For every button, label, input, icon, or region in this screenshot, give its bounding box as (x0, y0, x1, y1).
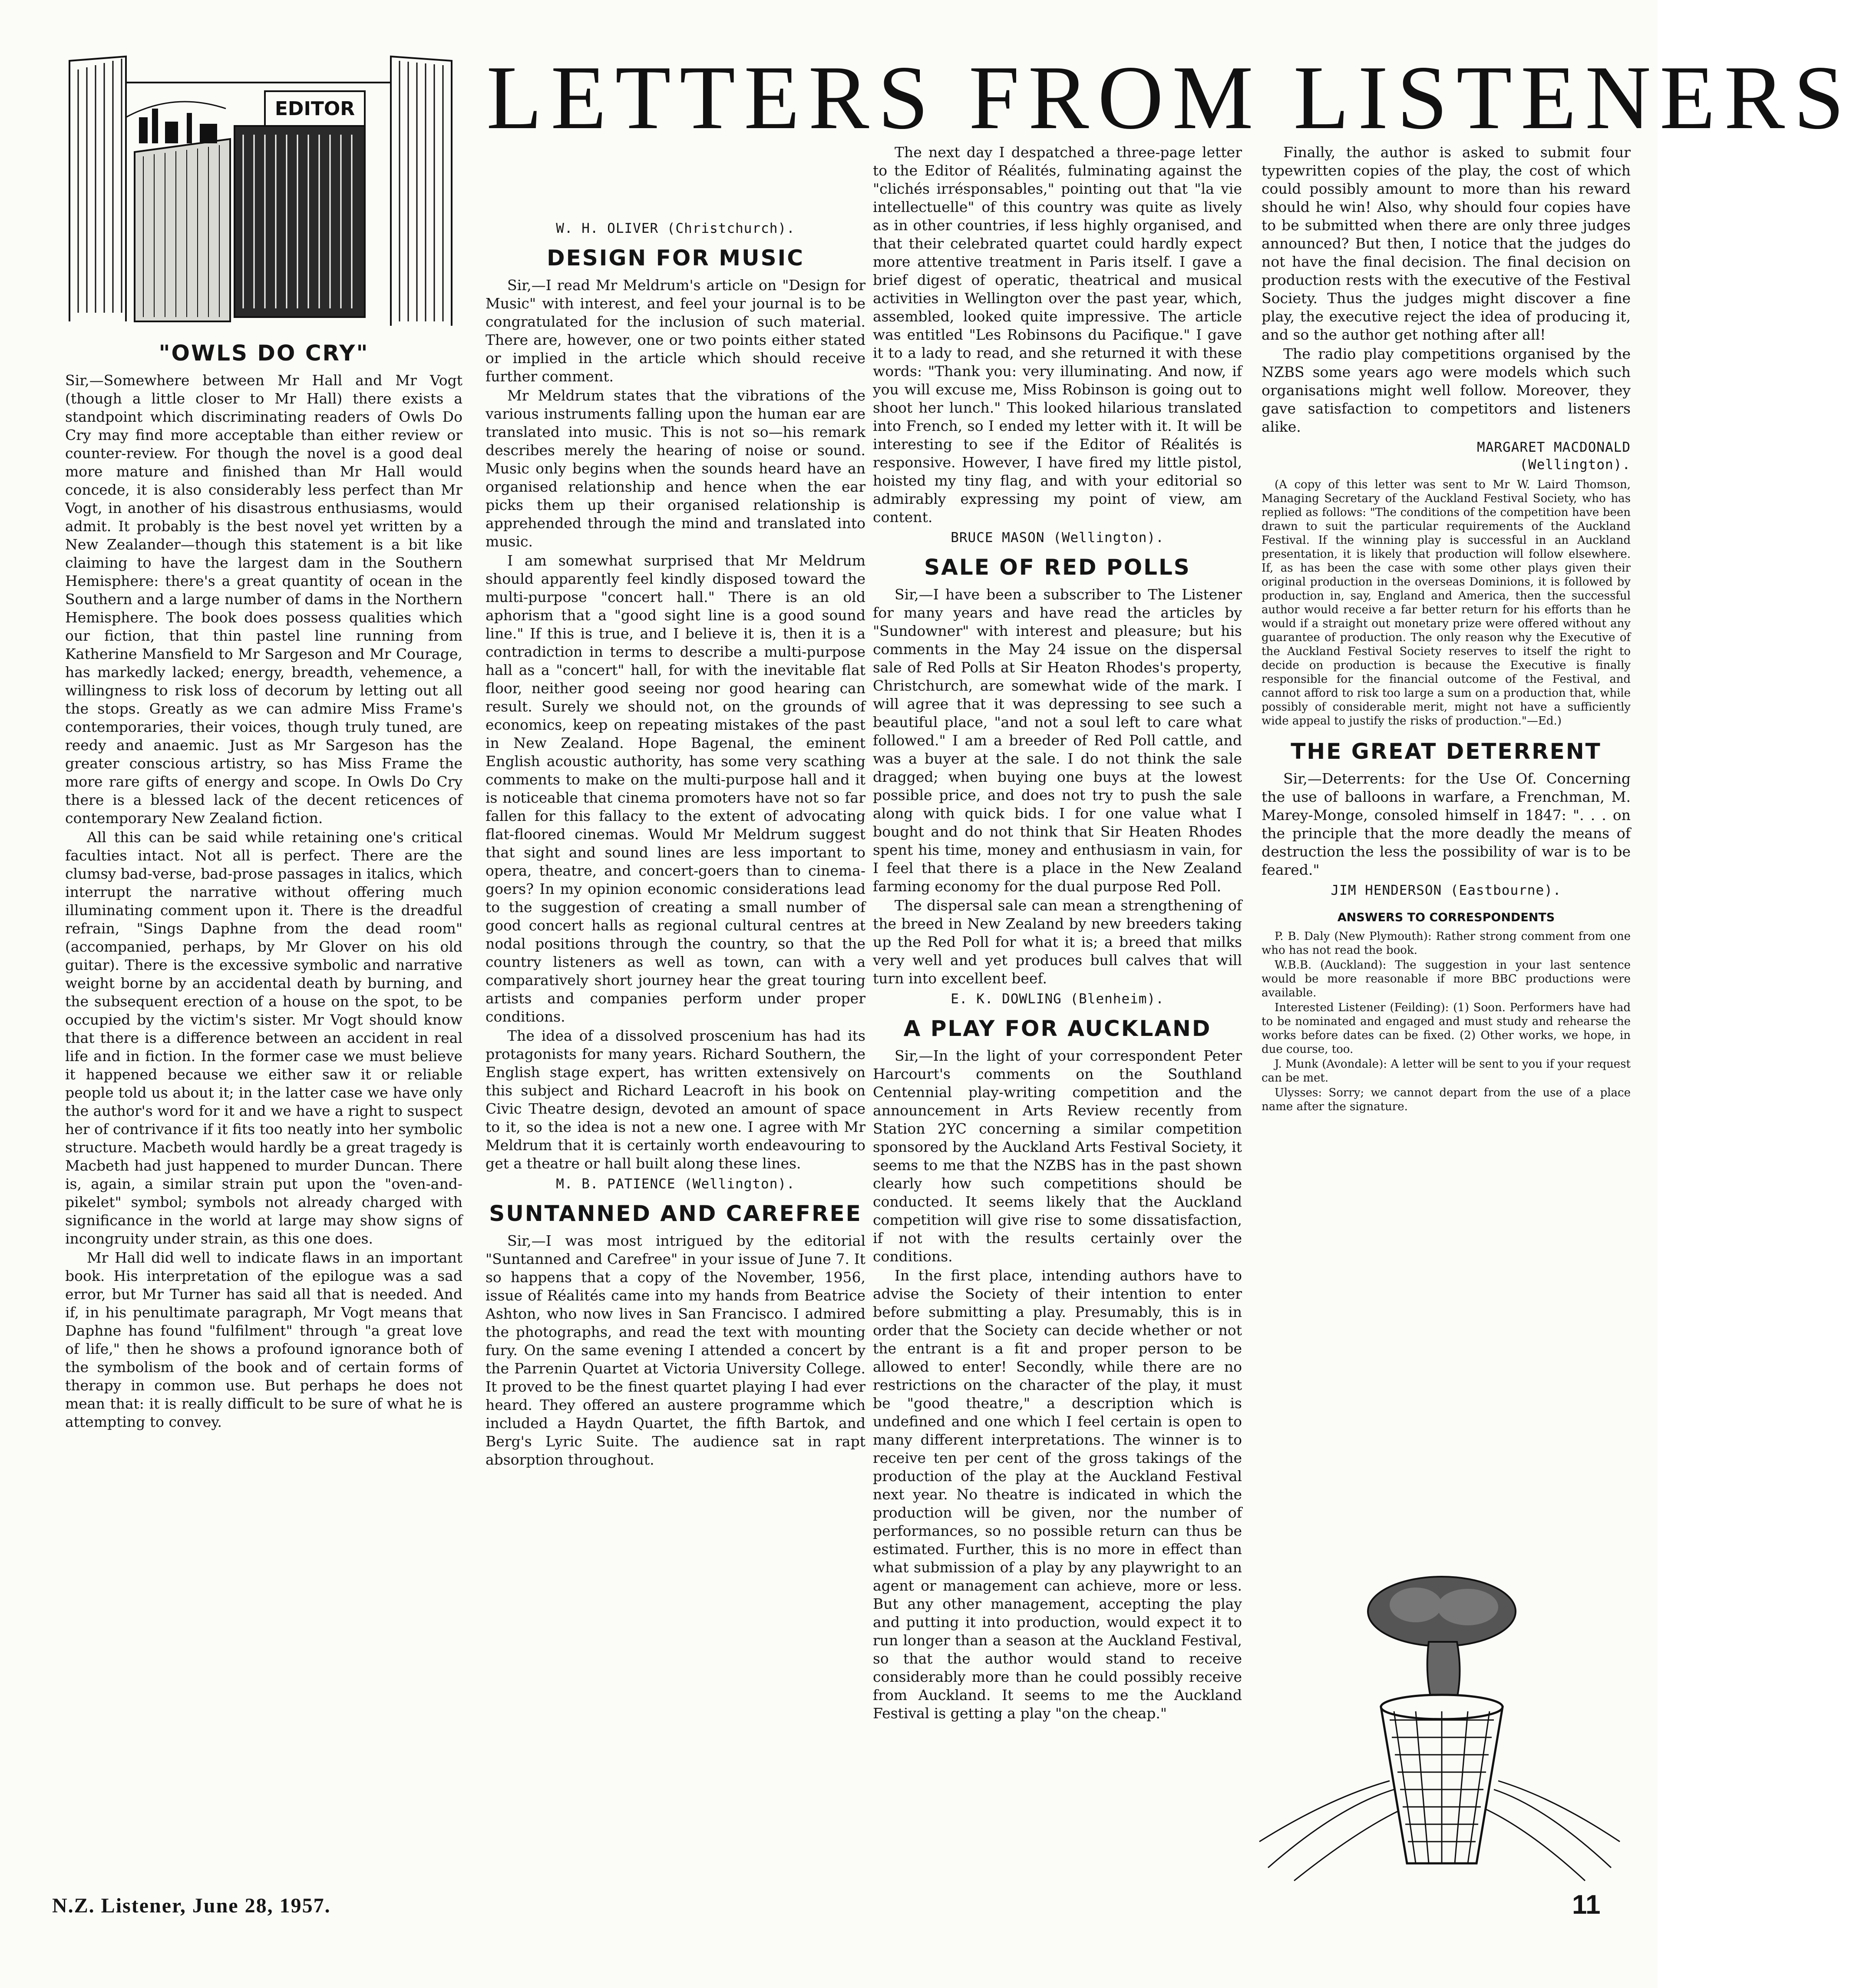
heading-the-great-deterrent: THE GREAT DETERRENT (1291, 739, 1602, 764)
redpolls-paragraph-1: Sir,—I have been a subscriber to The Listener for many years and have read the articles by "Sundowner" with interest and pleasure; but his comments in the May 24 issue on the dispersal sale of Red Polls at Sir Heaton Rhodes's property, Christchurch, are somewhat wide of the mark. I will agree that it was depressing to see such a beautiful place, "and not a soul left to care what followed." I am a breeder of Red Poll cattle, and was a buyer at the sale. I do not think the sale dragged; when buying one buys at the lowest possible price, and does not try to push the sale along with quick bids. I for one value what I bought and do not think that Sir Heaten Rhodes spent his time, money and enthusiasm in vain, for I feel that there is a place in the New Zealand farming economy for the dual purpose Red Poll. (873, 586, 1242, 895)
signature-oliver: W. H. OLIVER (Christchurch). (556, 221, 795, 236)
heading-a-play-for-auckland: A PLAY FOR AUCKLAND (903, 1016, 1212, 1041)
signature-mason: BRUCE MASON (Wellington). (951, 530, 1164, 546)
heading-owls-do-cry: "OWLS DO CRY" (159, 341, 369, 366)
editor-sign-text: EDITOR (274, 98, 355, 120)
redpolls-paragraph-2: The dispersal sale can mean a strengthening of the breed in New Zealand by new breeders taking up the Red Poll for what it is; a breed that milks very well and yet produces bull calves that will turn into excellent beef. (873, 897, 1242, 987)
deterrent-paragraph-1: Sir,—Deterrents: for the Use Of. Concerning the use of balloons in warfare, a Frenchman, M. Marey-Monge, consoled himself in 1847: ". . . on the principle that the more deadly the means of destruction the less the possibility of war is to be feared." (1262, 770, 1631, 878)
signature-macdonald: MARGARET MACDONALD (1477, 440, 1631, 455)
answers-title: ANSWERS TO CORRESPONDENTS (1337, 911, 1555, 924)
suntanned-paragraph-1: Sir,—I was most intrigued by the editorial "Suntanned and Carefree" in your issue of June 7. It so happens that a copy of the November, 1956, issue of Réalités came into my hands from Beatrice Ashton, who now lives in San Francisco. I admired the photographs, and read the text with mounting fury. On the same evening I attended a concert by the Parrenin Quartet at Victoria University College. It proved to be the finest quartet playing I had ever heard. They offered an austere programme which included a Haydn Quartet, the fifth Bartok, and Berg's Lyric Suite. The audience sat in rapt absorption throughout. (486, 1232, 865, 1468)
answer-item: Ulysses: Sorry; we cannot depart from the use of a place name after the signature. (1262, 1086, 1631, 1113)
column-1 (65, 332, 462, 1431)
design-paragraph-3: I am somewhat surprised that Mr Meldrum should apparently feel kindly disposed toward the multi-purpose "concert hall." There is an old aphorism that a "good sight line is a good sound line." If this is true, and I believe it is, then it is a contradiction in terms to describe a multi-purpose hall as a "concert" hall, for with the inevitable flat floor, neither good seeing nor good hearing can result. Surely we should not, on the grounds of economics, keep on repeating mistakes of the past in New Zealand. Hope Bagenal, the eminent English acoustic authority, has some very scathing comments to make on the multi-purpose hall and it is noticeable that cinema promoters have not so far fallen for this fallacy to the extent of advocating flat-floored cinemas. Would Mr Meldrum suggest that sight and sound lines are less important to opera, theatre, and concert-goers than to cinema-goers? In my opinion economic considerations lead to the suggestion of creating a small number of good concert halls as regional cultural centres at nodal positions through the country, so that the country listeners as well as town, can with a comparatively short journey hear the great touring artists and companies perform under proper conditions. (486, 552, 865, 1025)
design-paragraph-4: The idea of a dissolved proscenium has had its protagonists for many years. Richard Southern, the English stage expert, has written extensively on this subject and Richard Leacroft in his book on Civic Theatre design, devoted an amount of space to it, so the idea is not a new one. I agree with Mr Meldrum that it is certainly worth endeavouring to get a theatre or hall built along these lines. (486, 1027, 865, 1172)
design-paragraph-2: Mr Meldrum states that the vibrations of the various instruments falling upon the human ear are translated into music. This is not so—his remark describes merely the hearing of noise or sound. Music only begins when the sounds heard have an organised relationship and hence when the ear picks them up their organised relationship is apprehended through the mind and translated into music. (486, 387, 865, 550)
mushroom-cloud-basket-illustration (1251, 1564, 1628, 1881)
editor-note (1262, 478, 1631, 728)
footer-masthead-date: N.Z. Listener, June 28, 1957. (52, 1894, 331, 1917)
auckland-paragraph-2: In the first place, intending authors have to advise the Society of their intention to enter before submitting a play. Presumably, this is in order that the Society can decide whether or not the entrant is a fit and proper person to be allowed to enter! Secondly, while there are no restrictions on the character of the play, it must be "good theatre," a description which is undefined and one which I feel certain is open to many different interpretations. The winner is to receive ten per cent of the gross takings of the production of the play at the Auckland Festival next year. No theatre is indicated in which the production will be given, nor the number of performances, so no possible return can thus be estimated. Further, this is no more in effect than what submission of a play by any playwright to an agent or management can achieve, more or less. But any other management, accepting the play and putting it into production, would expect it to run longer than a season at the Auckland Festival, so that the author would stand to receive considerably more than he could possibly receive from Auckland. It seems to me the Auckland Festival is getting a play "on the cheap." (873, 1267, 1242, 1722)
heading-sale-of-red-polls: SALE OF RED POLLS (924, 555, 1191, 580)
editor-door-illustration (61, 52, 456, 326)
owls-paragraph-2: All this can be said while retaining one's critical faculties intact. Not all is perfect. There are the clumsy bad-verse, bad-prose passages in italics, which interrupt the narrative without offering much illuminating comment upon it. There is the dreadful refrain, "Sings Daphne from the dead room" (accompanied, perhaps, by Mr Glover on his old guitar). There is the excessive symbolic and narrative weight borne by an accidental death by burning, and the subsequent erection of a house on the spot, to be occupied by the victim's sister. Mr Vogt should know that there is a difference between an accident in real life and in fiction. In the former case we must believe it happened because we either saw it or reliable people told us about it; in the latter case we have only the author's word for it and we have a right to suspect her of contrivance if it fits too neatly into her symbolic structure. Macbeth would hardly be a great tragedy is Macbeth had just happened to murder Duncan. There is, again, a similar strain put upon the "oven-and-pikelet" symbol; symbols not already charged with significance in the world at large may show signs of incongruity under strain, as this one does. (65, 829, 462, 1247)
answer-item: P. B. Daly (New Plymouth): Rather strong comment from one who has not read the book. (1262, 930, 1631, 957)
column-4 (1262, 143, 1631, 1114)
auckland-paragraph-4: The radio play competitions organised by the NZBS some years ago were models which such organisations might well follow. Moreover, they gave satisfaction to competitors and listeners alike. (1262, 345, 1631, 435)
editor-note-text: (A copy of this letter was sent to Mr W. Laird Thomson, Managing Secretary of the Auckland Festival Society, who has replied as follows: "The conditions of the competition have been drawn to suit the particular requirements of the Auckland Festival. If the winning play is successful in an Auckland presentation, it is likely that production will follow elsewhere. If, as has been the case with some other plays given their original production in the overseas Dominions, it is followed by production in, say, England and America, then the successful author would receive a far better return for his efforts than he would if a straight out monetary prize were offered without any guarantee of production. The only reason why the Executive of the Auckland Festival Society reserves to itself the right to decide on production is because the Executive is finally responsible for the financial outcome of the Festival, and cannot afford to risk too large a sum on a production that, while possibly of considerable merit, might not have a sufficiently wide appeal to justify the risks of production."—Ed.) (1262, 478, 1631, 728)
answer-item: J. Munk (Avondale): A letter will be sent to you if your request can be met. (1262, 1058, 1631, 1085)
suntanned-paragraph-2: The next day I despatched a three-page letter to the Editor of Réalités, fulminating against the "clichés irrésponsables," pointing out that "la vie intellectuelle" of this country was quite as lively as in other countries, if less highly organised, and that their celebrated quartet could hardly expect more attentive treatment in Paris itself. I gave a brief digest of operatic, theatrical and musical activities in Wellington over the past year, which, assembled, looked quite impressive. The article was entitled "Les Robinsons du Pacifique." I gave it to a lady to read, and she returned it with these words: "Thank you: very illuminating. And now, if you will excuse me, Miss Robinson is going out to shoot her lunch." This looked hilarious translated into French, so I ended my letter with it. It will be interesting to see if the Editor of Réalités is responsive. However, I have fired my little pistol, hoisted my tiny flag, and with your editorial so admirably expressing my point of view, am content. (873, 144, 1242, 526)
answer-item: W.B.B. (Auckland): The suggestion in your last sentence would be more reasonable if more BBC productions were available. (1262, 959, 1631, 999)
signature-patience: M. B. PATIENCE (Wellington). (556, 1176, 795, 1192)
signature-henderson: JIM HENDERSON (Eastbourne). (1331, 883, 1562, 898)
masthead: LETTERS FROM LISTENERS (486, 47, 1853, 148)
column-2 (486, 217, 865, 1469)
heading-design-for-music: DESIGN FOR MUSIC (547, 245, 804, 271)
page-number: 11 (1572, 1890, 1601, 1920)
auckland-paragraph-3: Finally, the author is asked to submit four typewritten copies of the play, the cost of which could possibly amount to more than his reward should he win! Also, why should four copies have to be submitted when there are only three judges announced? But then, I notice that the judges do not have the final decision. The final decision on production rests with the executive of the Festival Society. Thus the judges might discover a fine play, the executive reject the idea of producing it, and so the author get nothing after all! (1262, 144, 1631, 343)
auckland-paragraph-1: Sir,—In the light of your correspondent Peter Harcourt's comments on the Southland Centennial play-writing competition and the announcement in Arts Review recently from Station 2YC concerning a similar competition sponsored by the Auckland Arts Festival Society, it seems to me that the NZBS has in the past shown clearly how such competitions should be conducted. It seems likely that the Auckland competition will give rise to some dissatisfaction, if not with the results certainly over the conditions. (873, 1047, 1242, 1265)
column-3 (873, 143, 1242, 1723)
design-paragraph-1: Sir,—I read Mr Meldrum's article on "Design for Music" with interest, and feel your journal is to be congratulated for the inclusion of such material. There are, however, one or two points either stated or implied in the article which should receive further comment. (486, 277, 865, 385)
answer-item: Interested Listener (Feilding): (1) Soon. Performers have had to be nominated and engaged and must study and rehearse the works before dates can be fixed. (2) Other works, we hope, in due course, too. (1262, 1001, 1631, 1056)
answers-list (1262, 929, 1631, 1114)
heading-suntanned-and-carefree: SUNTANNED AND CAREFREE (489, 1201, 862, 1226)
owls-paragraph-1: Sir,—Somewhere between Mr Hall and Mr Vogt (though a little closer to Mr Hall) there exists a standpoint which discriminating readers of Owls Do Cry may find more acceptable than either review or counter-review. For though the novel is a good deal more mature and finished than Mr Hall would concede, it is also considerably less perfect than Mr Vogt, in another of his disastrous enthusiasms, would admit. It probably is the best novel yet written by a New Zealander—though this statement is a bit like claiming to have the largest dam in the Southern Hemisphere: there's a great quantity of ocean in the Southern and a large number of dams in the Northern Hemisphere. The book does possess qualities which our fiction, that thin pastel line running from Katherine Mansfield to Mr Sargeson and Mr Courage, has markedly lacked; energy, breadth, vehemence, a willingness to risk loss of decorum by letting out all the stops. Greatly as we can admire Miss Frame's contemporaries, their voices, though truly tuned, are reedy and anaemic. Just as Mr Sargeson has the greater conscious artistry, so has Miss Frame the more rare gifts of energy and scope. In Owls Do Cry there is a blessed lack of the decent reticences of contemporary New Zealand fiction. (65, 372, 462, 827)
owls-paragraph-3: Mr Hall did well to indicate flaws in an important book. His interpretation of the epilogue was a sad error, but Mr Turner has said all that is needed. And if, in his penultimate paragraph, Mr Vogt means that Daphne has found "fulfilment" through "a great love of life," then he shows a profound ignorance both of the symbolism of the book and of certain forms of therapy in common use. But perhaps he does not mean that: it is really difficult to be sure of what he is attempting to convey. (65, 1249, 462, 1430)
signature-dowling: E. K. DOWLING (Blenheim). (951, 991, 1164, 1007)
signature-macdonald-place: (Wellington). (1519, 457, 1631, 473)
